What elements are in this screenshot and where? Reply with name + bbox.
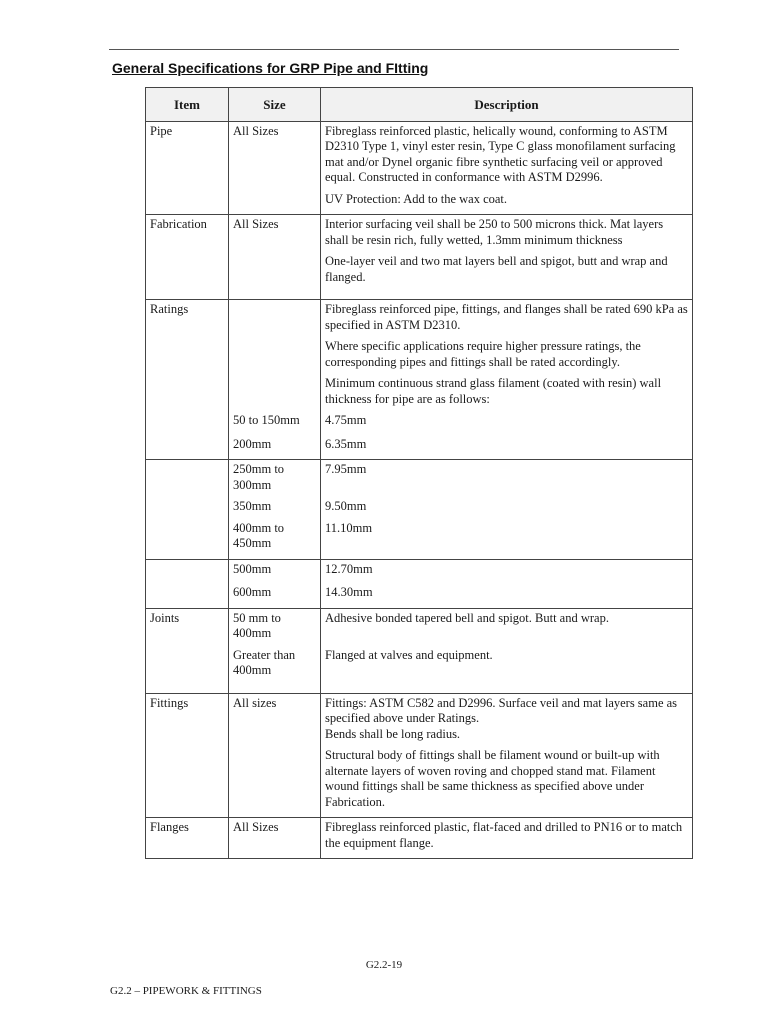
- row-size: [229, 608, 321, 693]
- header-size: Size: [229, 88, 321, 122]
- row-item: Flanges: [146, 818, 229, 859]
- thickness-value: 6.35mm: [325, 436, 367, 451]
- row-description: [321, 559, 693, 608]
- row-item: Fabrication: [146, 215, 229, 300]
- size-value: 500mm: [233, 561, 272, 576]
- thickness-value: 12.70mm: [325, 561, 373, 576]
- description-paragraph: Bends shall be long radius.: [325, 726, 461, 741]
- row-size: All Sizes: [229, 121, 321, 215]
- size-value: 350mm: [233, 499, 272, 513]
- row-item: Pipe: [146, 121, 229, 215]
- description-paragraph: Structural body of fittings shall be filament wound or built-up with alternate layers of woven roving and chopped stand mat. Filament wound fittings shall be same thickness as specified above under Fabrication.: [325, 748, 660, 809]
- table-row: [146, 608, 693, 693]
- row-size: [229, 300, 321, 460]
- description-paragraph: Where specific applications require higher pressure ratings, the corresponding pipes and fittings shall be rated accordingly.: [325, 339, 641, 369]
- row-description: [321, 818, 693, 859]
- thickness-value: 11.10mm: [325, 520, 373, 535]
- thickness-value: 7.95mm: [325, 462, 367, 476]
- table-row: [146, 121, 693, 215]
- description-paragraph: Adhesive bonded tapered bell and spigot. Butt and wrap.: [325, 610, 609, 625]
- table-row: [146, 693, 693, 818]
- row-size: [229, 559, 321, 608]
- size-value: 200mm: [233, 436, 272, 451]
- header-item: Item: [146, 88, 229, 122]
- description-paragraph: Flanged at valves and equipment.: [325, 647, 493, 662]
- row-item: [146, 460, 229, 560]
- size-value: 600mm: [233, 585, 272, 599]
- row-item: [146, 559, 229, 608]
- document-title: General Specifications for GRP Pipe and FItting: [112, 60, 429, 76]
- row-description: [321, 608, 693, 693]
- row-item: Fittings: [146, 693, 229, 818]
- row-size: All Sizes: [229, 818, 321, 859]
- row-item: Ratings: [146, 300, 229, 460]
- table-row: [146, 460, 693, 560]
- description-paragraph: Fibreglass reinforced pipe, fittings, and flanges shall be rated 690 kPa as specified in ASTM D2310.: [325, 302, 688, 332]
- description-paragraph: Fibreglass reinforced plastic, flat-faced and drilled to PN16 or to match the equipment flange.: [325, 820, 683, 850]
- row-description: [321, 460, 693, 560]
- row-size: [229, 460, 321, 560]
- row-size: All Sizes: [229, 215, 321, 300]
- description-paragraph: One-layer veil and two mat layers bell and spigot, butt and wrap and flanged.: [325, 254, 668, 284]
- row-item: Joints: [146, 608, 229, 693]
- size-value: 250mm to 300mm: [233, 462, 285, 492]
- description-paragraph: Fittings: ASTM C582 and D2996. Surface veil and mat layers same as specified above under Ratings.: [325, 695, 678, 725]
- description-paragraph: Minimum continuous strand glass filament (coated with resin) wall thickness for pipe are as follows:: [325, 376, 662, 406]
- spec-table: [145, 87, 693, 859]
- description-paragraph: UV Protection: Add to the wax coat.: [325, 191, 508, 206]
- row-description: [321, 215, 693, 300]
- size-value: 400mm to 450mm: [233, 520, 285, 550]
- footer-text: G2.2 – PIPEWORK & FITTINGS: [110, 985, 262, 997]
- table-row: [146, 818, 693, 859]
- row-description: [321, 121, 693, 215]
- size-value: Greater than 400mm: [233, 647, 296, 677]
- description-paragraph: Interior surfacing veil shall be 250 to 500 microns thick. Mat layers shall be resin rich, fully wetted, 1.3mm minimum thickness: [325, 217, 664, 247]
- page-number: G2.2-19: [365, 959, 403, 971]
- table-header-row: [146, 88, 693, 122]
- table-row: [146, 300, 693, 460]
- size-value: 50 to 150mm: [233, 413, 300, 427]
- row-description: [321, 693, 693, 818]
- thickness-value: 14.30mm: [325, 585, 373, 599]
- table-row: [146, 215, 693, 300]
- header-rule: [109, 49, 679, 50]
- thickness-value: 4.75mm: [325, 413, 367, 427]
- header-description: Description: [321, 88, 693, 122]
- thickness-value: 9.50mm: [325, 499, 367, 513]
- table-row: [146, 559, 693, 608]
- description-paragraph: Fibreglass reinforced plastic, helically wound, conforming to ASTM D2310 Type 1, vinyl ester resin, Type C glass monofilament surfacing mat and/or Dynel organic fibre synthetic surfacing veil or approved equal. Constructed in conformance with ASTM D2996.: [325, 123, 676, 184]
- row-description: [321, 300, 693, 460]
- row-size: All sizes: [229, 693, 321, 818]
- size-value: 50 mm to 400mm: [233, 610, 281, 640]
